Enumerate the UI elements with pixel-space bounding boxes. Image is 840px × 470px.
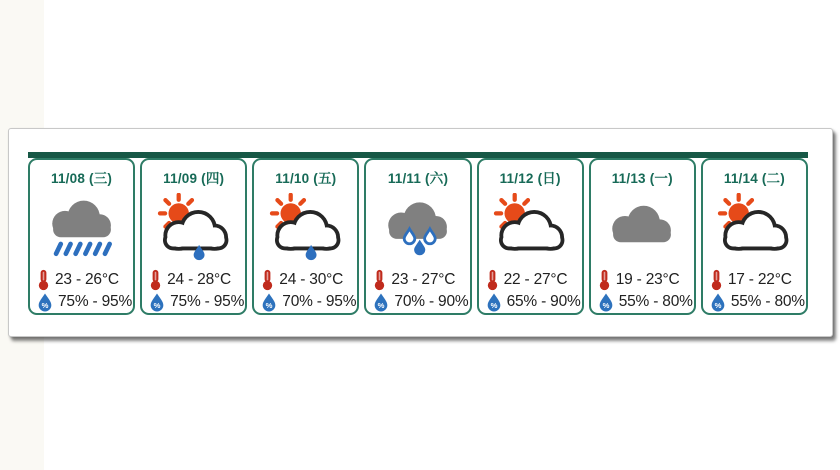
svg-text:%: % (602, 300, 610, 310)
temperature-range: 24 - 28°C (167, 271, 231, 288)
svg-text:%: % (41, 300, 49, 310)
temperature-range: 23 - 27°C (391, 271, 456, 288)
temperature-row (254, 269, 357, 291)
card-date: 11/10 (五) (275, 171, 337, 186)
rain-showers-icon (30, 185, 133, 269)
humidity-icon (37, 292, 53, 313)
forecast-card (140, 158, 247, 315)
humidity-row (591, 291, 694, 313)
cloud-rain-icon (366, 185, 469, 269)
humidity-range: 70% - 95% (282, 293, 357, 310)
thermometer-icon (486, 269, 499, 291)
forecast-card (28, 158, 135, 315)
temperature-row (591, 269, 694, 291)
temperature-row (30, 269, 133, 291)
sun-cloud-rain-icon (254, 185, 357, 269)
humidity-range: 75% - 95% (58, 293, 133, 310)
humidity-row (366, 291, 469, 313)
forecast-card (364, 158, 471, 315)
forecast-card (589, 158, 696, 315)
card-date: 11/14 (二) (723, 171, 785, 186)
humidity-row (30, 291, 133, 313)
forecast-cards-row (28, 152, 808, 315)
sun-cloud-rain-icon (142, 185, 245, 269)
thermometer-icon (37, 269, 50, 291)
svg-text:%: % (490, 300, 497, 310)
temperature-row (142, 269, 245, 291)
temperature-range: 23 - 26°C (55, 271, 119, 288)
svg-text:%: % (714, 300, 722, 310)
humidity-icon (261, 292, 277, 313)
humidity-row (254, 291, 357, 313)
temperature-row (703, 269, 806, 291)
forecast-card (701, 158, 808, 315)
temperature-row (479, 269, 582, 291)
thermometer-icon (710, 269, 723, 291)
cloud-icon (591, 185, 694, 269)
humidity-icon (373, 292, 389, 313)
humidity-range: 55% - 80% (730, 293, 805, 310)
humidity-icon (149, 292, 165, 313)
sun-cloud-icon (703, 185, 806, 269)
humidity-icon (598, 292, 614, 313)
temperature-row (366, 269, 469, 291)
temperature-range: 22 - 27°C (503, 271, 568, 288)
thermometer-icon (373, 269, 386, 291)
card-date: 11/13 (一) (611, 171, 673, 186)
card-date: 11/11 (六) (387, 171, 449, 186)
thermometer-icon (261, 269, 274, 291)
temperature-range: 24 - 30°C (279, 271, 344, 288)
temperature-range: 19 - 23°C (615, 271, 680, 288)
humidity-row (479, 291, 582, 313)
humidity-range: 65% - 90% (506, 293, 581, 310)
thermometer-icon (149, 269, 162, 291)
thermometer-icon (598, 269, 611, 291)
card-date: 11/08 (三) (51, 171, 113, 186)
forecast-panel (8, 128, 833, 337)
svg-text:%: % (153, 300, 161, 310)
sun-cloud-icon (479, 185, 582, 269)
svg-text:%: % (378, 300, 385, 310)
humidity-range: 75% - 95% (170, 293, 245, 310)
humidity-icon (710, 292, 726, 313)
svg-text:%: % (265, 300, 273, 310)
humidity-row (142, 291, 245, 313)
humidity-range: 70% - 90% (394, 293, 469, 310)
card-date: 11/09 (四) (163, 171, 225, 186)
forecast-card (477, 158, 584, 315)
humidity-icon (486, 292, 502, 313)
forecast-card (252, 158, 359, 315)
card-date: 11/12 (日) (499, 171, 561, 186)
humidity-row (703, 291, 806, 313)
humidity-range: 55% - 80% (618, 293, 693, 310)
temperature-range: 17 - 22°C (727, 271, 792, 288)
